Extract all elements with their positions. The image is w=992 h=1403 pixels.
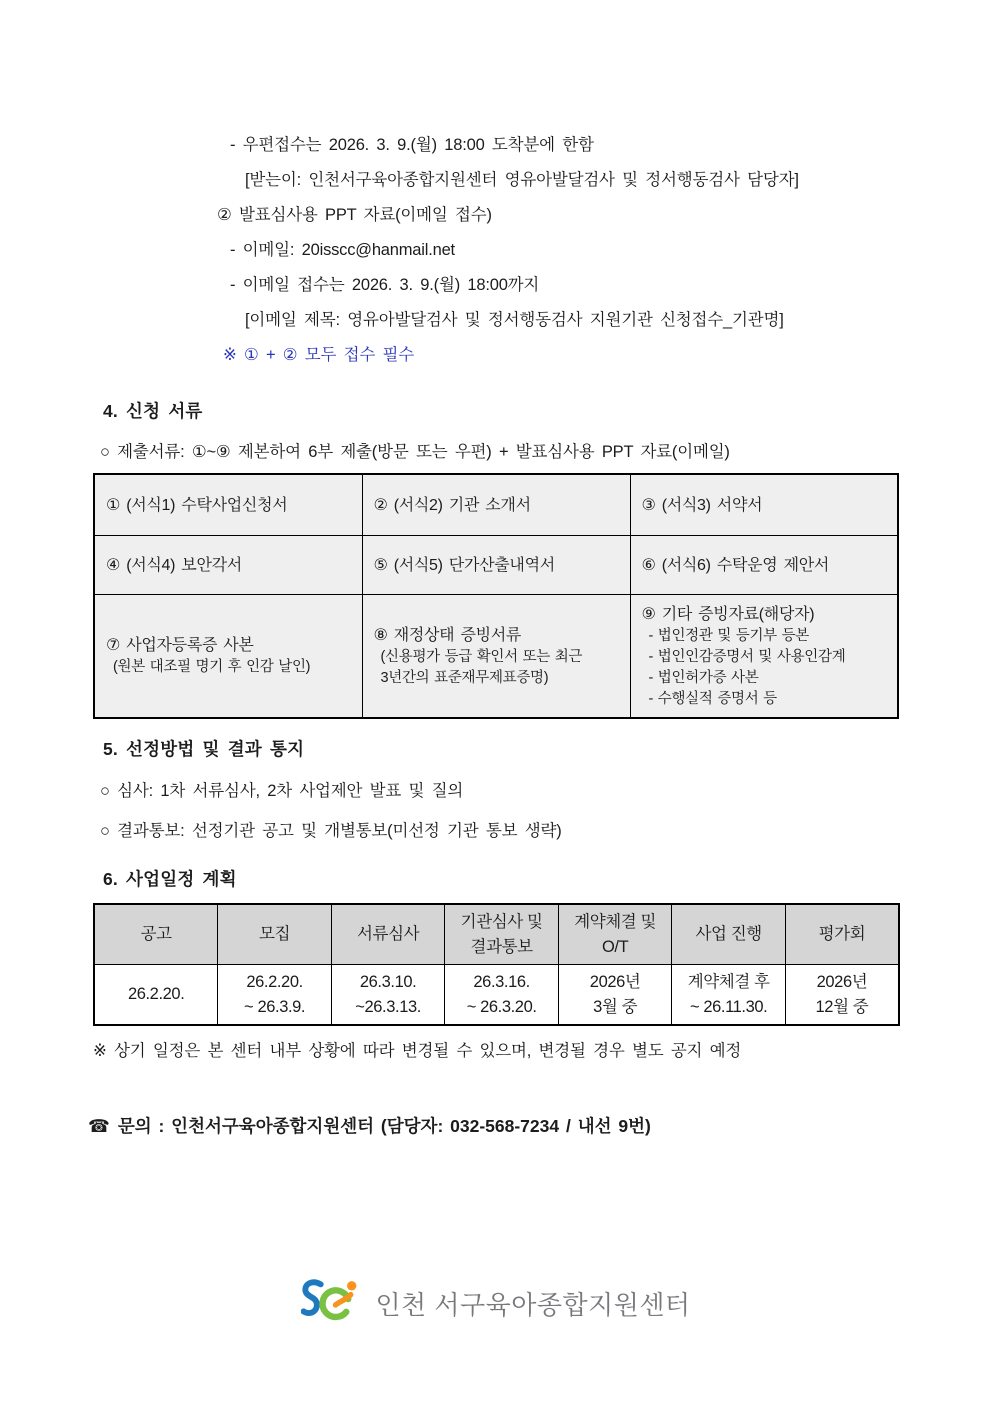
section5-bullet: ○ 결과통보: 선정기관 공고 및 개별통보(미선정 기관 통보 생략) [100, 822, 562, 840]
documents-table-cell-line: 3년간의 표준재무제표증명) [380, 669, 549, 686]
schedule-value-cell [94, 965, 218, 1026]
schedule-value-line: 26.2.20. [246, 972, 303, 991]
documents-table-row [94, 536, 898, 595]
schedule-value-row [94, 965, 899, 1026]
submission-info-line: ② 발표심사용 PPT 자료(이메일 접수) [217, 206, 492, 224]
footer-logo [0, 1276, 992, 1330]
documents-table-cell-line: ① (서식1) 수탁사업신청서 [106, 496, 288, 514]
submission-info-line: - 이메일: 20isscc@hanmail.net [230, 241, 455, 259]
documents-table-cell [94, 595, 362, 719]
section6-heading: 6. 사업일정 계획 [103, 869, 237, 889]
submission-info-line: [받는이: 인천서구육아종합지원센터 영유아발달검사 및 정서행동검사 담당자] [245, 171, 799, 189]
documents-table [93, 473, 899, 719]
schedule-header-line: 모집 [259, 925, 291, 943]
documents-table-cell [630, 595, 898, 719]
schedule-header-line: 계약체결 및 [574, 912, 657, 931]
submission-info-line: [이메일 제목: 영유아발달검사 및 정서행동검사 지원기관 신청접수_기관명] [245, 311, 784, 329]
schedule-value-cell [672, 965, 786, 1026]
schedule-value-line: 2026년 [816, 972, 868, 991]
schedule-value-line: 계약체결 후 [687, 972, 770, 991]
schedule-value-cell [785, 965, 899, 1026]
schedule-header-line: 서류심사 [357, 925, 420, 943]
schedule-value-line: ~26.3.13. [355, 997, 421, 1016]
schedule-value-line: ~ 26.3.9. [244, 997, 306, 1016]
documents-table-cell-line: - 법인인감증명서 및 사용인감계 [648, 648, 846, 665]
section-selection-method [95, 736, 925, 841]
schedule-header-cell [94, 904, 218, 965]
section4-bullet: ○ 제출서류: ①~⑨ 제본하여 6부 제출(방문 또는 우편) + 발표심사용 PPT 자료(이메일) [100, 443, 730, 461]
schedule-value-line: 2026년 [589, 972, 641, 991]
documents-table-row [94, 474, 898, 536]
documents-table-cell [362, 595, 630, 719]
documents-table-cell-line: ④ (서식4) 보안각서 [106, 556, 242, 574]
schedule-value-line: 26.3.10. [359, 972, 417, 991]
schedule-header-cell [331, 904, 445, 965]
schedule-value-cell [445, 965, 559, 1026]
center-logo-text: 인천 서구육아종합지원센터 [375, 1289, 691, 1320]
documents-table-cell-line: ⑨ 기타 증빙자료(해당자) [641, 605, 815, 623]
contact-text: 문의 : 인천서구육아종합지원센터 (담당자: 032-568-7234 / 내선 9번) [117, 1116, 651, 1136]
schedule-note: ※ 상기 일정은 본 센터 내부 상황에 따라 변경될 수 있으며, 변경될 경우 별도 공지 예정 [93, 1042, 742, 1060]
schedule-value-cell [558, 965, 672, 1026]
documents-table-cell-line: ③ (서식3) 서약서 [641, 496, 763, 514]
documents-table-cell-line: (원본 대조필 명기 후 인감 날인) [113, 659, 311, 675]
documents-table-cell [630, 474, 898, 536]
contact-line [88, 1113, 651, 1138]
documents-table-cell [362, 474, 630, 536]
schedule-table [93, 903, 900, 1026]
documents-table-cell-line: ⑦ 사업자등록증 사본 [106, 637, 254, 654]
section-schedule [95, 866, 925, 891]
submission-info-line: ※ ① + ② 모두 접수 필수 [223, 346, 414, 364]
schedule-header-cell [558, 904, 672, 965]
documents-table-cell [630, 536, 898, 595]
center-logo-icon [301, 1276, 365, 1330]
schedule-value-line: 26.2.20. [127, 985, 185, 1003]
schedule-header-line: 사업 진행 [695, 925, 762, 943]
schedule-value-cell [218, 965, 332, 1026]
schedule-value-line: 12월 중 [815, 997, 869, 1016]
section5-heading: 5. 선정방법 및 결과 통지 [103, 739, 305, 759]
documents-table-cell-line: - 법인허가증 사본 [648, 669, 759, 686]
documents-table-cell-line: - 법인정관 및 등기부 등본 [648, 627, 810, 644]
phone-icon: ☎ [88, 1116, 110, 1136]
documents-table-cell-line: (신용평가 등급 확인서 또는 최근 [380, 648, 583, 665]
documents-table-cell [94, 474, 362, 536]
documents-table-cell-line: ⑥ (서식6) 수탁운영 제안서 [641, 556, 830, 574]
documents-table-cell [94, 536, 362, 595]
schedule-value-line: ~ 26.3.20. [466, 997, 537, 1016]
documents-table-cell-line: ⑧ 재정상태 증빙서류 [373, 626, 522, 644]
schedule-header-cell [672, 904, 786, 965]
schedule-value-line: 26.3.16. [473, 972, 530, 991]
section4-heading: 4. 신청 서류 [103, 401, 203, 421]
documents-table-cell-line: ② (서식2) 기관 소개서 [373, 496, 531, 514]
submission-info-line: - 이메일 접수는 2026. 3. 9.(월) 18:00까지 [230, 276, 540, 294]
schedule-header-line: 결과통보 [470, 937, 533, 956]
submission-info-line: - 우편접수는 2026. 3. 9.(월) 18:00 도착분에 한함 [230, 136, 594, 154]
documents-table-cell-line: ⑤ (서식5) 단가산출내역서 [373, 556, 555, 574]
schedule-value-line: 3월 중 [593, 997, 638, 1016]
documents-table-row [94, 595, 898, 719]
schedule-header-row [94, 904, 899, 965]
schedule-header-cell [785, 904, 899, 965]
schedule-header-line: O/T [601, 937, 629, 956]
schedule-header-cell [445, 904, 559, 965]
schedule-header-line: 공고 [140, 925, 172, 943]
section5-bullet: ○ 심사: 1차 서류심사, 2차 사업제안 발표 및 질의 [100, 782, 464, 800]
section-application-documents [95, 398, 925, 462]
schedule-value-cell [331, 965, 445, 1026]
schedule-value-line: ~ 26.11.30. [689, 997, 768, 1016]
documents-table-cell [362, 536, 630, 595]
schedule-header-cell [218, 904, 332, 965]
schedule-header-line: 평가회 [818, 925, 866, 943]
documents-table-cell-line: - 수행실적 증명서 등 [648, 690, 777, 707]
schedule-header-line: 기관심사 및 [460, 912, 543, 931]
submission-info-block [95, 128, 925, 373]
